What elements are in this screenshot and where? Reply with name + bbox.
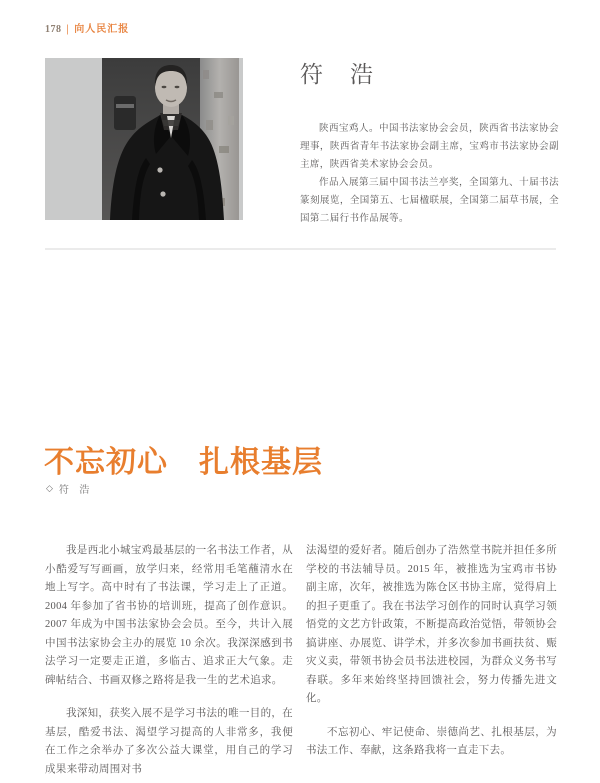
- bio-paragraph: 陕西宝鸡人。中国书法家协会会员，陕西省书法家协会理事，陕西省青年书法家协会副主席，宝鸡市书法家协会副主席，陕西省美术家协会会员。: [300, 124, 559, 170]
- body-paragraph: 我是西北小城宝鸡最基层的一名书法工作者，从小酷爱写写画画，放学归来，经常用毛笔蘸清水在地上写字。高中时有了书法课，学习走上了正道。2004 年参加了省书协的培训班，提高了创作意识。2007 年成为中国书法家协会会员。至今，共计入展中国书法家协会主办的展览 10 余次。我深深感到书法学习一定要走正道，多临古、追求正大气象。走碑帖结合、书画双修之路将是我一生的艺术追求。: [45, 545, 293, 686]
- running-header: [45, 20, 129, 35]
- section-divider: [45, 248, 556, 250]
- body-paragraph: 法渴望的爱好者。随后创办了浩然堂书院并担任多所学校的书法辅导员。2015 年，被推选为宝鸡市书协副主席，次年，被推选为陈仓区书协主席，觉得肩上的担子更重了。我在书法学习创作的同时认真学习领悟党的文艺方针政策，不断提高政治觉悟，带领协会搞讲座、办展览、讲学术，并多次参加书画扶贫、赈灾义卖，带领书协会员书法进校园，为群众义务书写春联。多年来始终坚持回馈社会，努力传播先进文化。: [306, 545, 557, 704]
- portrait-block: [45, 58, 243, 220]
- byline-name: 符 浩: [58, 485, 94, 496]
- article-title: 不忘初心 扎根基层: [44, 446, 323, 479]
- section-title: 向人民汇报: [74, 24, 130, 35]
- article-byline: [46, 481, 93, 496]
- header-separator: |: [66, 24, 70, 35]
- profile-name: 符 浩: [300, 62, 375, 87]
- body-paragraph: 不忘初心、牢记使命、崇德尚艺、扎根基层，为书法工作、奉献，这条路我将一直走下去。: [306, 726, 557, 756]
- diamond-icon: ◇: [46, 483, 53, 493]
- bio-paragraph: 作品入展第三届中国书法兰亭奖，全国第九、十届书法篆刻展览，全国第五、七届楹联展，全国第二届草书展，全国第二届行书作品展等。: [300, 178, 559, 224]
- body-paragraph: 我深知，获奖入展不是学习书法的唯一目的，在基层，酷爱书法、渴望学习提高的人非常多，我便在工作之余举办了多次公益大课堂，用自己的学习成果来带动周围对书: [45, 708, 293, 775]
- page-number: 178: [45, 24, 62, 35]
- body-column-right: [306, 542, 557, 776]
- body-column-left: [45, 542, 293, 783]
- portrait-photo: [102, 58, 239, 220]
- profile-bio: [300, 120, 559, 228]
